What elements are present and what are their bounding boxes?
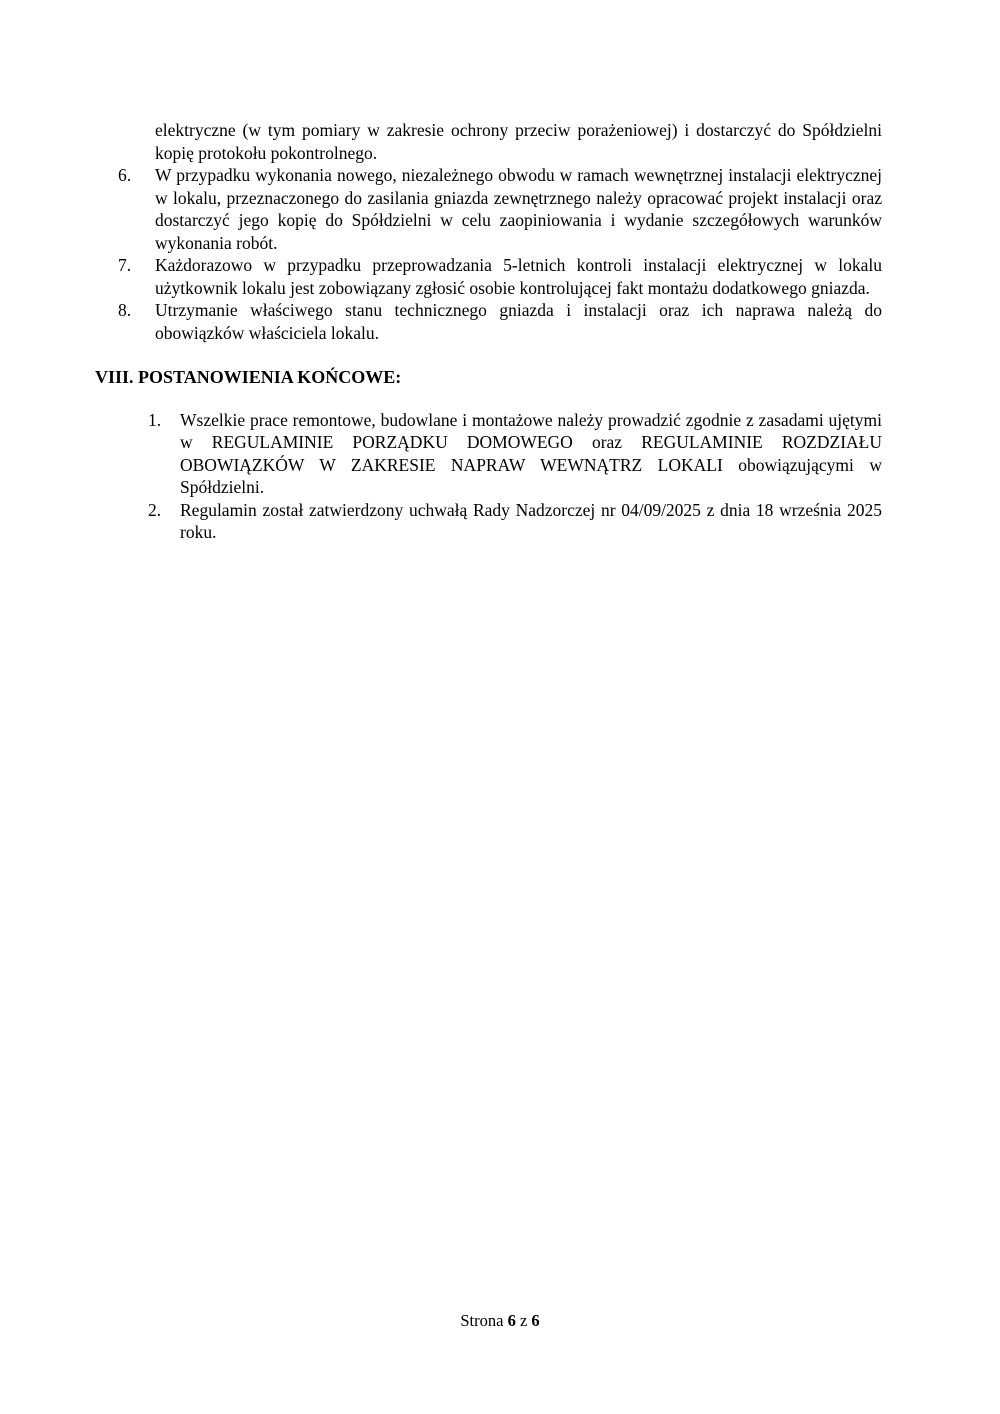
- page-footer: [0, 1310, 1000, 1332]
- footer-label: Strona: [460, 1311, 504, 1330]
- list-item-number: 6.: [118, 165, 132, 185]
- list-item-text: Każdorazowo w przypadku przeprowadzania 5-letnich kontroli instalacji elektrycznej w lokalu użytkownik lokalu jest zobowiązany zgłosić osobie kontrolującej fakt montażu dodatkowego gniazda.: [155, 255, 882, 298]
- list-item: [95, 409, 882, 499]
- footer-total-pages: 6: [531, 1311, 540, 1330]
- list-item-number: 7.: [118, 255, 132, 275]
- list-item-text: Utrzymanie właściwego stanu technicznego gniazda i instalacji oraz ich naprawa należą do obowiązków właściciela lokalu.: [155, 300, 882, 343]
- continuation-paragraph: elektryczne (w tym pomiary w zakresie ochrony przeciw porażeniowej) i dostarczyć do Spółdzielni kopię protokołu pokontrolnego.: [155, 120, 882, 163]
- footer-separator: z: [519, 1311, 528, 1330]
- list-item-text: W przypadku wykonania nowego, niezależnego obwodu w ramach wewnętrznej instalacji elektrycznej w lokalu, przeznaczonego do zasilania gniazda zewnętrznego należy opracować projekt instalacji oraz dostarczyć jego kopię do Spółdzielni w celu zaopiniowania i wydanie szczegółowych warunków wykonania robót.: [155, 165, 882, 253]
- list-item: [95, 254, 882, 299]
- numbered-list-main: [95, 164, 882, 344]
- numbered-list-final: [95, 409, 882, 544]
- list-item: [95, 299, 882, 344]
- footer-page-number: 6: [507, 1311, 516, 1330]
- list-item: [95, 499, 882, 544]
- list-item-number: 2.: [148, 499, 162, 520]
- list-item-text: Regulamin został zatwierdzony uchwałą Rady Nadzorczej nr 04/09/2025 z dnia 18 września 2025 roku.: [180, 499, 882, 542]
- list-item-text: Wszelkie prace remontowe, budowlane i montażowe należy prowadzić zgodnie z zasadami ujętymi w REGULAMINIE PORZĄDKU DOMOWEGO oraz REGULAMINIE ROZDZIAŁU OBOWIĄZKÓW W ZAKRESIE NAPRAW WEWNĄTRZ LOKALI obowiązującymi w Spółdzielni.: [180, 409, 882, 497]
- list-item-number: 1.: [148, 409, 162, 430]
- document-body: [95, 119, 882, 544]
- list-item-number: 8.: [118, 300, 132, 320]
- list-item: [95, 164, 882, 254]
- section-heading: VIII. POSTANOWIENIA KOŃCOWE:: [95, 367, 402, 387]
